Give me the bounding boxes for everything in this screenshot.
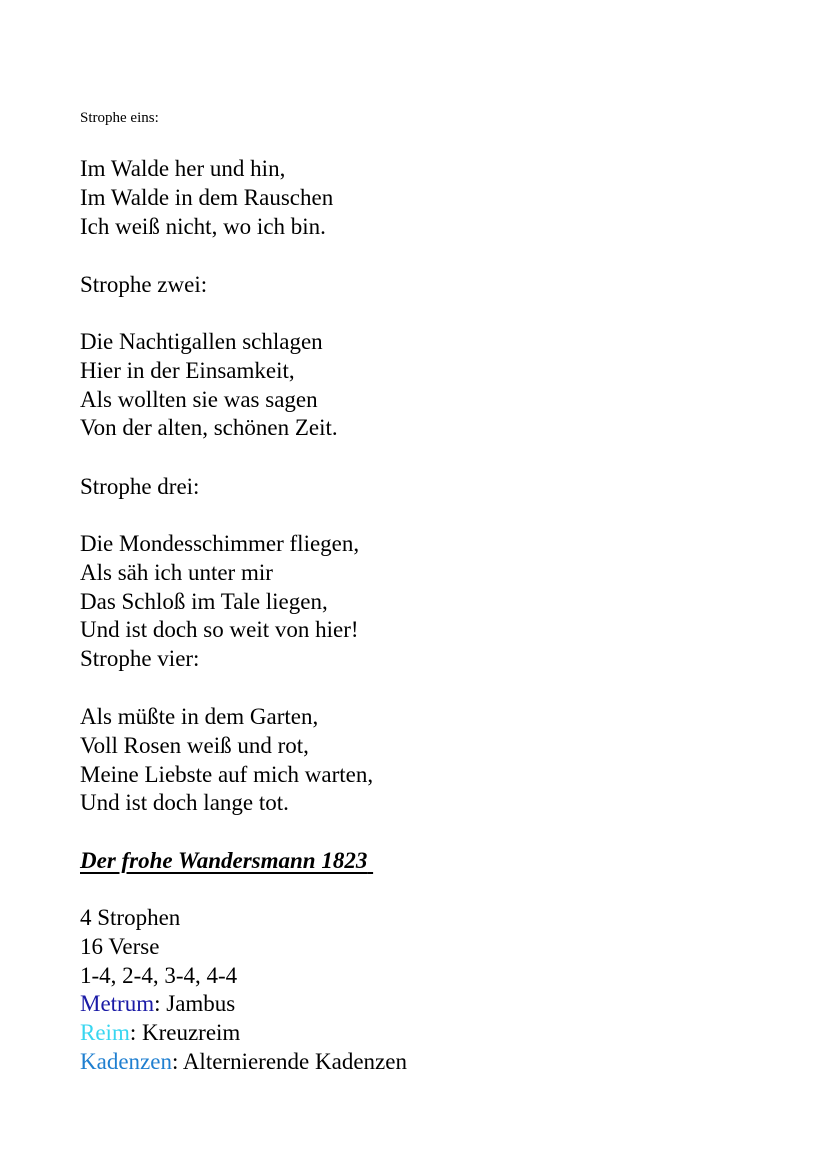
- stanza-2-heading-block: [80, 271, 207, 300]
- verse-line: Das Schloß im Tale liegen,: [80, 588, 328, 614]
- analysis-title-line: [80, 847, 373, 876]
- stanza-3-heading: Strophe drei:: [80, 474, 200, 499]
- verse-line: Als säh ich unter mir: [80, 559, 273, 585]
- verse-line: Hier in der Einsamkeit,: [80, 357, 295, 383]
- verse-line: Im Walde in dem Rauschen: [80, 184, 334, 210]
- verse-line: Als wollten sie was sagen: [80, 386, 318, 412]
- kadenzen-value: : Alternierende Kadenzen: [171, 1048, 407, 1074]
- verse-line: Voll Rosen weiß und rot,: [80, 732, 309, 758]
- metrum-row: [80, 990, 407, 1019]
- metrum-value: : Jambus: [154, 991, 236, 1017]
- stanza-count: 4 Strophen: [80, 905, 181, 930]
- analysis-facts: [80, 904, 407, 1077]
- rhyme-scheme-numbers: 1-4, 2-4, 3-4, 4-4: [80, 962, 238, 988]
- kadenzen-label: Kadenzen: [80, 1048, 172, 1074]
- verse-line: Die Mondesschimmer fliegen,: [80, 531, 360, 556]
- stanza-4-heading: Strophe vier:: [80, 646, 200, 672]
- verse-line: Ich weiß nicht, wo ich bin.: [80, 213, 326, 239]
- stanza-3-heading-block: [80, 473, 199, 502]
- verse-line: Und ist doch lange tot.: [80, 790, 289, 816]
- verse-count: 16 Verse: [80, 933, 160, 959]
- verse-line: Im Walde her und hin,: [80, 156, 286, 181]
- stanza-1-verses: [80, 155, 333, 241]
- stanza-3-verses: [80, 530, 359, 674]
- analysis-title-block: [80, 847, 373, 876]
- stanza-1-heading: Strophe eins:: [80, 110, 159, 126]
- stanza-2-heading: Strophe zwei:: [80, 272, 208, 297]
- verse-line: Meine Liebste auf mich warten,: [80, 761, 374, 787]
- metrum-label: Metrum: [80, 991, 155, 1017]
- stanza-4-verses: [80, 703, 373, 818]
- verse-line: Als müßte in dem Garten,: [80, 704, 319, 729]
- kadenzen-row: [80, 1048, 407, 1077]
- reim-label: Reim: [80, 1020, 130, 1046]
- title-underline-tail: [367, 848, 373, 873]
- reim-row: [80, 1019, 407, 1048]
- verse-line: Die Nachtigallen schlagen: [80, 329, 323, 354]
- stanza-2-verses: [80, 328, 338, 443]
- verse-line: Von der alten, schönen Zeit.: [80, 415, 338, 441]
- poem-title: Der frohe Wandersmann 1823: [80, 848, 368, 873]
- verse-line: Und ist doch so weit von hier!: [80, 617, 359, 643]
- reim-value: : Kreuzreim: [129, 1020, 241, 1046]
